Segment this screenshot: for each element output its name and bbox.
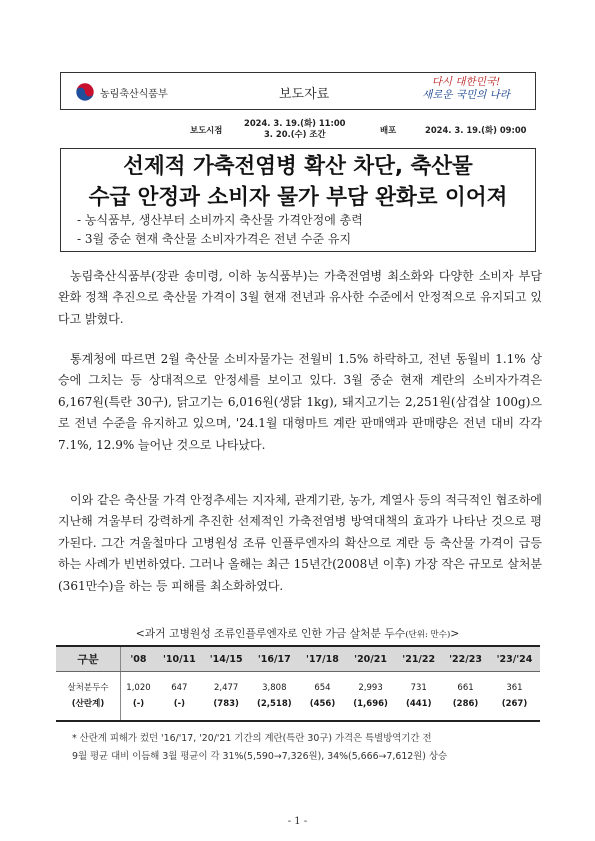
culled-value: 3,808 [262, 683, 287, 693]
headline-box [60, 148, 536, 252]
footnote-line-2: 9월 평균 대비 이듬해 3월 평균이 각 31%(5,590→7,326원), 34%(5,666→7,612원) 상승 [72, 751, 448, 762]
release-time-line-1: 2024. 3. 19.(화) 11:00 [244, 118, 346, 128]
row-label-layers: (산란계) [71, 699, 105, 709]
culled-value: 731 [410, 683, 427, 693]
body-paragraph-2: 통계청에 따르면 2월 축산물 소비자물가는 전월비 1.5% 하락하고, 전년 동월비 1.1% 상승에 그치는 등 상대적으로 안정세를 보이고 있다. 3월 중순 현재 계란의 소비자가격은 6,167원(특란 30구), 닭고기는 6,016원(생닭 1kg), 돼지고기는 2,251원(삼겹살 100g)으로 전년 수준을 유지하고 있으며, '24.1월 대형마트 계란 판매액과 판매량은 전년 대비 각각 7.1%, 12.9% 늘어난 것으로 나타났다. [58, 352, 542, 452]
header-cell-year: '16/17 [250, 646, 299, 672]
header-box [60, 72, 536, 110]
body-paragraph-1: 농림축산식품부(장관 송미령, 이하 농식품부)는 가축전염병 최소화와 다양한 소비자 부담 완화 정책 추진으로 축산물 가격이 3월 현재 전년과 유사한 수준에서 안정적으로 유지되고 있다고 밝혔다. [58, 269, 542, 326]
table-caption [0, 626, 595, 641]
layer-value: (783) [213, 699, 239, 709]
distribution-label: 배포 [380, 125, 397, 135]
subheadlines [77, 211, 363, 249]
header-cell-year: '20/21 [346, 646, 395, 672]
culled-value: 654 [314, 683, 331, 693]
headline-line-2: 수급 안정과 소비자 물가 부담 완화로 이어져 [88, 185, 508, 210]
data-cell [250, 672, 299, 722]
layer-value: (267) [501, 699, 528, 709]
document-type: 보도자료 [279, 87, 330, 102]
body-paragraph-3: 이와 같은 축산물 가격 안정추세는 지자체, 관계기관, 농가, 계열사 등의 적극적인 협조하에 지난해 겨울부터 강력하게 추진한 선제적인 가축전염병 방역대책의 효과가 나타난 것으로 평가된다. 그간 겨울철마다 고병원성 조류 인플루엔자의 확산으로 계란 등 축산물 가격이 급등하는 사례가 빈번하였다. 그러나 올해는 최근 15년간(2008년 이후) 가장 작은 규모로 살처분(361만수)을 하는 등 피해를 최소화하였다. [58, 493, 542, 593]
data-cell [442, 672, 489, 722]
table-unit: (단위: 만수) [405, 630, 451, 640]
header-cell-year: '17/18 [299, 646, 346, 672]
release-time [244, 118, 346, 140]
ministry-logo [75, 79, 168, 105]
data-cell [156, 672, 203, 722]
release-label: 보도시점 [190, 125, 223, 135]
headline-line-1: 선제적 가축전염병 확산 차단, 축산물 [123, 154, 473, 179]
data-cell [489, 672, 540, 722]
table-caption-text: <과거 고병원성 조류인플루엔자로 인한 가금 살처분 두수 [135, 627, 406, 640]
header-cell-year: '08 [121, 646, 156, 672]
row-label-cell [56, 672, 121, 722]
culled-value: 361 [506, 683, 523, 693]
ministry-name: 농림축산식품부 [100, 88, 168, 100]
data-cell [121, 672, 156, 722]
culled-value: 1,020 [126, 683, 151, 693]
government-slogan [411, 76, 521, 102]
subheadline-2: - 3월 중순 현재 축산물 소비자가격은 전년 수준 유지 [77, 232, 352, 246]
release-info [0, 118, 595, 144]
layer-value: (441) [405, 699, 432, 709]
culling-table [56, 645, 540, 722]
layer-value: (456) [309, 699, 336, 709]
layer-value: (2,518) [256, 699, 292, 709]
data-cell [395, 672, 442, 722]
data-cell [346, 672, 395, 722]
row-label-culled: 살처분두수 [67, 683, 109, 693]
layer-value: (286) [452, 699, 479, 709]
header-cell-year: '21/22 [395, 646, 442, 672]
page-number: - 1 - [287, 816, 308, 827]
header-cell-year: '14/15 [203, 646, 250, 672]
table-row [56, 672, 540, 722]
culled-value: 647 [171, 683, 188, 693]
distribution-time: 2024. 3. 19.(화) 09:00 [425, 125, 527, 135]
header-cell-year: '23/'24 [489, 646, 540, 672]
layer-value: (1,696) [353, 699, 388, 709]
culled-value: 2,993 [358, 683, 383, 693]
header-cell-year: '22/23 [442, 646, 489, 672]
taegeuk-emblem-icon [75, 82, 95, 102]
footnote-line-1: * 산란계 피해가 컸던 '16/'17, '20/'21 기간의 계란(특란 30구) 가격은 특별방역기간 전 [72, 733, 432, 744]
table-header-row [56, 646, 540, 672]
headline [61, 151, 535, 213]
layer-value: (-) [173, 699, 185, 709]
subheadline-1: - 농식품부, 생산부터 소비까지 축산물 가격안정에 총력 [77, 213, 363, 227]
culled-value: 661 [457, 683, 474, 693]
release-time-line-2: 3. 20.(수) 조간 [263, 129, 326, 139]
header-cell-category: 구분 [56, 646, 121, 672]
layer-value: (-) [132, 699, 145, 709]
header-cell-year: '10/11 [156, 646, 203, 672]
slogan-line-1: 다시 대한민국! [431, 76, 501, 88]
slogan-line-2: 새로운 국민의 나라 [422, 89, 510, 101]
data-cell [203, 672, 250, 722]
table-caption-end: > [450, 627, 460, 640]
data-cell [299, 672, 346, 722]
culled-value: 2,477 [214, 683, 239, 693]
footnote [72, 730, 542, 766]
